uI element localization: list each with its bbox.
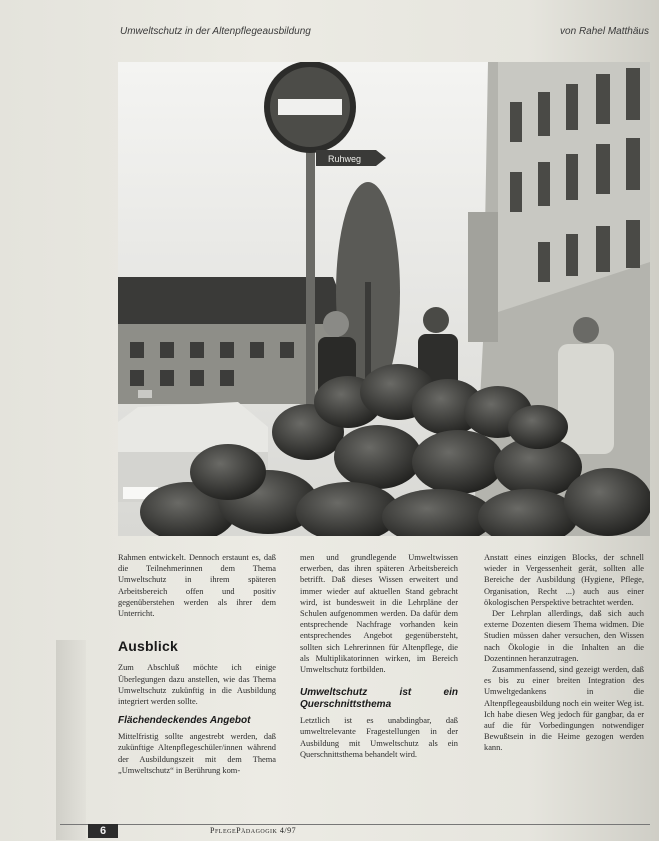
street-scene-photo: [118, 62, 650, 536]
journal-name: PflegePädagogik 4/97: [210, 826, 297, 835]
paragraph: Anstatt eines einzigen Blocks, der schnell wieder in Vergessenheit gerät, sollten alle Bereiche der Ausbildung (Hygiene, Pflege, Organisation, Recht ...) auch aus einer ökologischen Perspektive betrachtet werden.: [484, 553, 644, 607]
section-heading-ausblick: Ausblick: [118, 638, 178, 655]
street-sign-text: Ruhweg: [328, 154, 362, 164]
paragraph: men und grundlegende Umweltwissen erwerben, das ihren späteren Arbeitsbereich betrifft. Daß dieses Wissen erweitert und immer wieder auf aktuellen Stand gebracht wird, ist bundesweit in die Lehrpläne der Schulen aufgenommen werden. Da dafür dem entsprechende Nachfrage vorhanden kein entsprechendes Angebot gegenübersteht, sollten sich Lehrerinnen für Altenpflege, die als Multiplikatorinnen wirken, im Bereich Umweltschutz fortbilden.: [300, 553, 458, 675]
running-head-right: von Rahel Matthäus: [560, 26, 649, 37]
running-head-left: Umweltschutz in der Altenpflegeausbildung: [120, 26, 311, 37]
paragraph: Rahmen entwickelt. Dennoch erstaunt es, daß die Teilnehmerinnen dem Thema Umweltschutz in ihrem späteren Arbeitsbereich offen und positiv gegenüberstehen werden als ihrer dem Unterricht.: [118, 553, 276, 619]
text-column-1: [118, 552, 276, 776]
paragraph: Der Lehrplan allerdings, daß sich auch externe Dozenten diesem Thema widmen. Die Studien müssen daher versuchen, den Wissen nach Ökologie in die Inhalten an die Dozentinnen heranzutragen.: [484, 609, 644, 663]
paragraph: Zum Abschluß möchte ich einige Überlegungen dazu anstellen, wie das Thema Umweltschutz zukünftig in die Ausbildung integriert werden sollte.: [118, 663, 276, 707]
text-column-2: [300, 552, 458, 760]
page-edge-shadow: [56, 640, 86, 840]
text-column-3: [484, 552, 644, 754]
paragraph: Letztlich ist es unabdingbar, daß umweltrelevante Fragestellungen in der Ausbildung mit Umweltschutz als ein Querschnittsthema behandelt wird.: [300, 716, 458, 759]
subheading-flaechendeckend: Flächendeckendes Angebot: [118, 715, 251, 727]
subheading-querschnittsthema: Umweltschutz ist ein Querschnittsthema: [300, 687, 458, 711]
page-number: 6: [88, 824, 118, 838]
paragraph: Zusammenfassend, sind gezeigt werden, daß es bis zu einer breiten Integration des Umweltgedankens in die Altenpflegeausbildung noch ein weiter Weg ist. Ich habe diesen Weg jedoch für gangbar, da er auf die für Vorbedingungen notwendiger Bewußtsein in die Heime gezogen werden kann.: [484, 665, 644, 753]
paragraph: Mittelfristig sollte angestrebt werden, daß zukünftige Altenpflegeschüler/innen während der Ausbildungszeit mit dem Thema „Umweltschutz“ in Berührung kom-: [118, 732, 276, 775]
footer-rule: [60, 824, 650, 839]
